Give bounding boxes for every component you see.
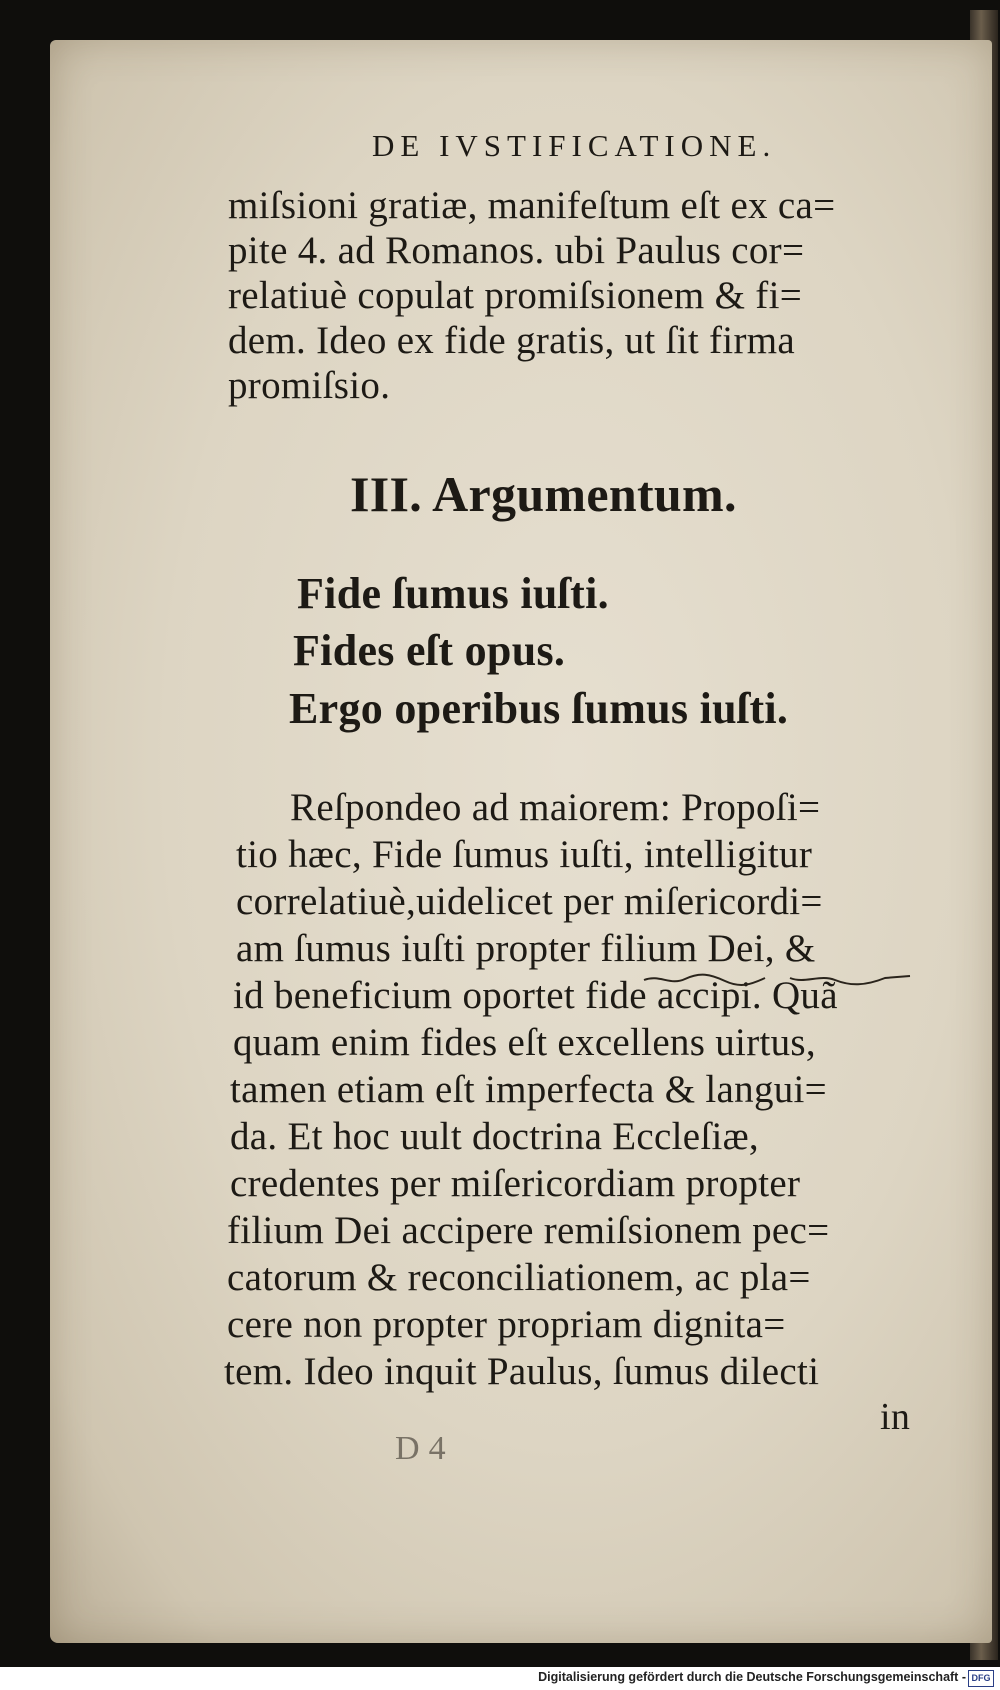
text-line: relatiuè copulat promiſsionem & fi= <box>228 274 803 317</box>
dfg-logo-icon: DFG <box>968 1670 994 1687</box>
text-line: promiſsio. <box>228 364 391 407</box>
running-head: DE IVSTIFICATIONE. <box>372 128 777 163</box>
argument-heading: III. Argumentum. <box>350 466 737 522</box>
text-line: dem. Ideo ex fide gratis, ut ſit firma <box>228 319 795 362</box>
catchword: in <box>880 1396 911 1438</box>
syllogism-line: Fides eſt opus. <box>293 626 566 675</box>
text-line: cere non propter propriam dignita= <box>227 1303 786 1346</box>
digitization-credit: Digitalisierung gefördert durch die Deutsche Forschungsgemeinschaft - <box>538 1670 966 1684</box>
text-line: tamen etiam eſt imperfecta & langui= <box>230 1068 827 1111</box>
handwritten-underline <box>640 970 920 990</box>
text-line: miſsioni gratiæ, manifeſtum eſt ex ca= <box>228 184 836 227</box>
text-line: tio hæc, Fide ſumus iuſti, intelligitur <box>236 833 813 876</box>
text-line: pite 4. ad Romanos. ubi Paulus cor= <box>228 229 805 272</box>
footer-bar <box>0 1667 1000 1690</box>
text-line: da. Et hoc uult doctrina Eccleſiæ, <box>230 1115 759 1158</box>
text-line: catorum & reconciliationem, ac pla= <box>227 1256 811 1299</box>
text-line: am ſumus iuſti propter filium Dei, & <box>236 927 816 970</box>
text-line: filium Dei accipere remiſsionem pec= <box>227 1209 830 1252</box>
text-line: quam enim fides eſt excellens uirtus, <box>233 1021 816 1064</box>
syllogism-line: Ergo operibus ſumus iuſti. <box>289 684 789 733</box>
syllogism-line: Fide ſumus iuſti. <box>297 569 609 618</box>
text-line: correlatiuè,uidelicet per miſericordi= <box>236 880 823 923</box>
signature-mark: D 4 <box>395 1430 446 1467</box>
text-line: id beneficium oportet fide accipi. Quã <box>233 974 838 1017</box>
text-line: tem. Ideo inquit Paulus, ſumus dilecti <box>224 1350 820 1393</box>
text-line: credentes per miſericordiam propter <box>230 1162 801 1205</box>
text-line: Reſpondeo ad maiorem: Propoſi= <box>290 786 821 829</box>
